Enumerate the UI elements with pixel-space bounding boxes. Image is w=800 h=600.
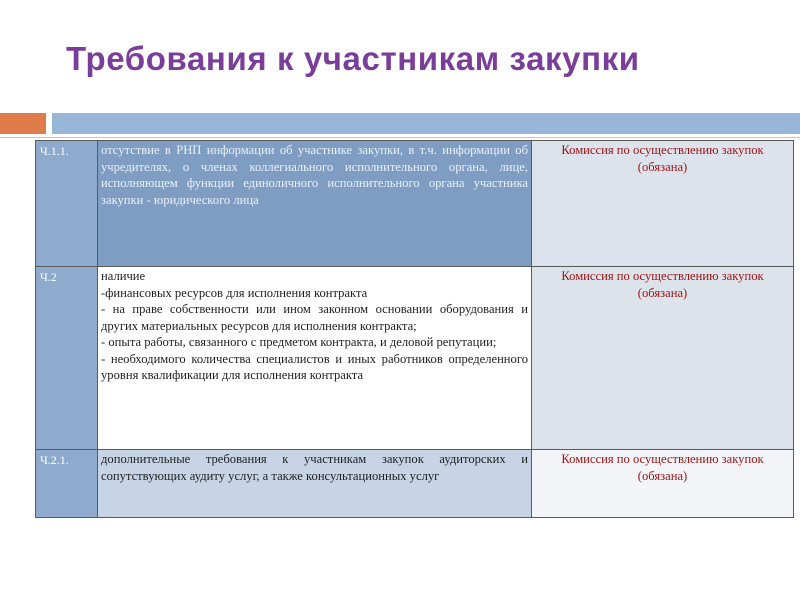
accent-bar-orange — [0, 113, 46, 134]
requirement-cell — [98, 267, 532, 450]
row-number: Ч.2 — [36, 267, 98, 450]
requirement-cell — [98, 450, 532, 518]
table-row — [36, 141, 794, 267]
requirement-text: - на праве собственности или ином законном основании оборудования и других материальных ресурсов для исполнения контракта; — [101, 302, 528, 333]
requirements-table — [35, 140, 794, 518]
requirement-text: наличие — [101, 269, 146, 283]
requirement-text: - необходимого количества специалистов и иных работников определенного уровня квалификации для исполнения контракта — [101, 351, 528, 382]
slide-title: Требования к участникам закупки — [66, 40, 640, 77]
requirement-text: дополнительные требования к участникам закупок аудиторских и сопутствующих аудиту услуг, а также консультационных услуг — [101, 452, 528, 483]
requirement-cell — [98, 141, 532, 267]
row-number: Ч.2.1. — [36, 450, 98, 518]
requirement-text: отсутствие в РНП информации об участнике закупки, в т.ч. информации об учредителях, о членах коллегиального исполнительного органа, лице, исполняющем функции единоличного исполнительного органа участника закупки - юридического лица — [101, 143, 528, 207]
responsible-party: Комиссия по осуществлению закупок (обязана) — [532, 141, 794, 267]
table-row — [36, 267, 794, 450]
requirement-text: -финансовых ресурсов для исполнения контракта — [101, 285, 368, 300]
table-row — [36, 450, 794, 518]
requirement-text: - опыта работы, связанного с предметом контракта, и деловой репутации; — [101, 335, 497, 349]
responsible-party: Комиссия по осуществлению закупок (обязана) — [532, 450, 794, 518]
row-number: Ч.1.1. — [36, 141, 98, 267]
accent-bar-blue — [52, 113, 800, 134]
accent-divider — [0, 137, 800, 138]
responsible-party: Комиссия по осуществлению закупок (обязана) — [532, 267, 794, 450]
